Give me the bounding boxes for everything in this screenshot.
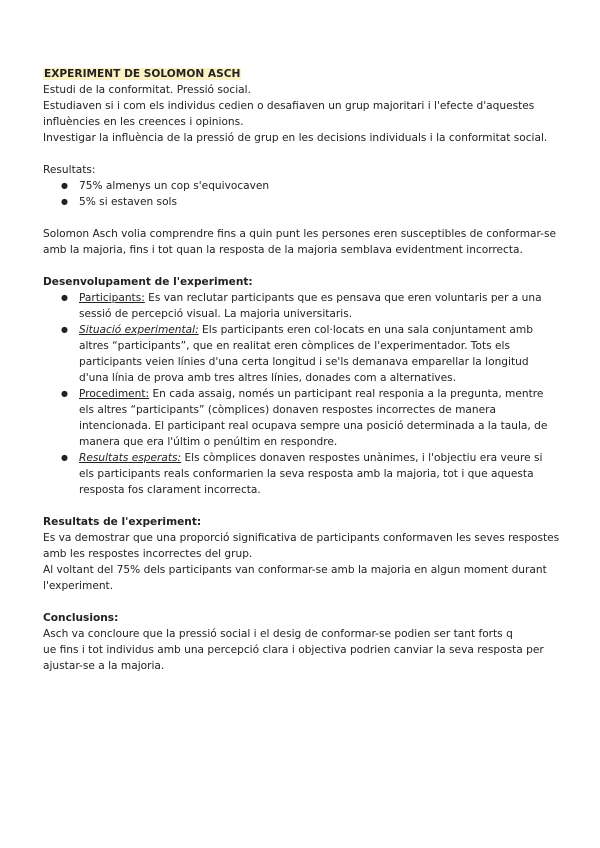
list-item: ● 75% almenys un cop s'equivocaven bbox=[79, 178, 560, 194]
list-item bbox=[79, 386, 560, 450]
experiment-results-paragraph-2: Al voltant del 75% dels participants van conformar-se amb la majoria en algun moment durant l'experiment. bbox=[43, 564, 547, 592]
item-term: Procediment: bbox=[79, 388, 150, 400]
results-label: Resultats: bbox=[43, 164, 96, 176]
development-heading: Desenvolupament de l'experiment: bbox=[43, 276, 253, 288]
item-text: Els còmplices donaven respostes unànimes, i l'objectiu era veure si els participants reals conformarien la seva resposta amb la majoria, tot i que aquesta resposta fos clarament incorrecta. bbox=[79, 452, 543, 496]
list-item bbox=[79, 290, 560, 322]
conclusions-line-2: ue fins i tot individus amb una percepció clara i objectiva podrien canviar la seva resposta per ajustar-se a la majoria. bbox=[43, 644, 544, 672]
intro-line-2: Estudiaven si i com els individus cedien o desafiaven un grup majoritari i l'efecte d'aquestes influències en les creences i opinions. bbox=[43, 100, 535, 128]
item-text: Es van reclutar participants que es pensava que eren voluntaris per a una sessió de percepció visual. La majoria universitaris. bbox=[79, 292, 542, 320]
intro-line-1: Estudi de la conformitat. Pressió social. bbox=[43, 84, 251, 96]
results-list bbox=[43, 178, 560, 210]
summary-paragraph: Solomon Asch volia comprendre fins a quin punt les persones eren susceptibles de conformar-se amb la majoria, fins i tot quan la resposta de la majoria semblava evidentment incorrecta. bbox=[43, 228, 557, 256]
item-term: Participants: bbox=[79, 292, 145, 304]
experiment-results-heading: Resultats de l'experiment: bbox=[43, 516, 202, 528]
conclusions-line-1: Asch va concloure que la pressió social i el desig de conformar-se podien ser tant forts q bbox=[43, 628, 513, 640]
intro-line-3: Investigar la influència de la pressió de grup en les decisions individuals i la conformitat social. bbox=[43, 132, 548, 144]
document-title: EXPERIMENT DE SOLOMON ASCH bbox=[44, 68, 241, 80]
list-item bbox=[79, 322, 560, 386]
item-term: Resultats esperats: bbox=[79, 452, 182, 464]
list-item bbox=[79, 450, 560, 498]
development-list bbox=[43, 290, 560, 498]
item-text: En cada assaig, només un participant real responia a la pregunta, mentre els altres “participants” (còmplices) donaven respostes incorrectes de manera intencionada. El participant real ocupava sempre una posició determinada a la taula, de manera que era l'últim o penúltim en respondre. bbox=[79, 388, 548, 448]
item-term: Situació experimental: bbox=[79, 324, 199, 336]
experiment-results-paragraph-1: Es va demostrar que una proporció significativa de participants conformaven les seves respostes amb les respostes incorrectes del grup. bbox=[43, 532, 560, 560]
item-text: Els participants eren col·locats en una sala conjuntament amb altres “participants”, que en realitat eren còmplices de l'experimentador. Tots els participants veien línies d'una certa longitud i se'ls demanava emparellar la longitud d'una línia de prova amb tres altres línies, donades com a alternatives. bbox=[79, 324, 533, 384]
title-line bbox=[43, 66, 560, 82]
list-item: ● 5% si estaven sols bbox=[79, 194, 560, 210]
conclusions-heading: Conclusions: bbox=[43, 612, 119, 624]
